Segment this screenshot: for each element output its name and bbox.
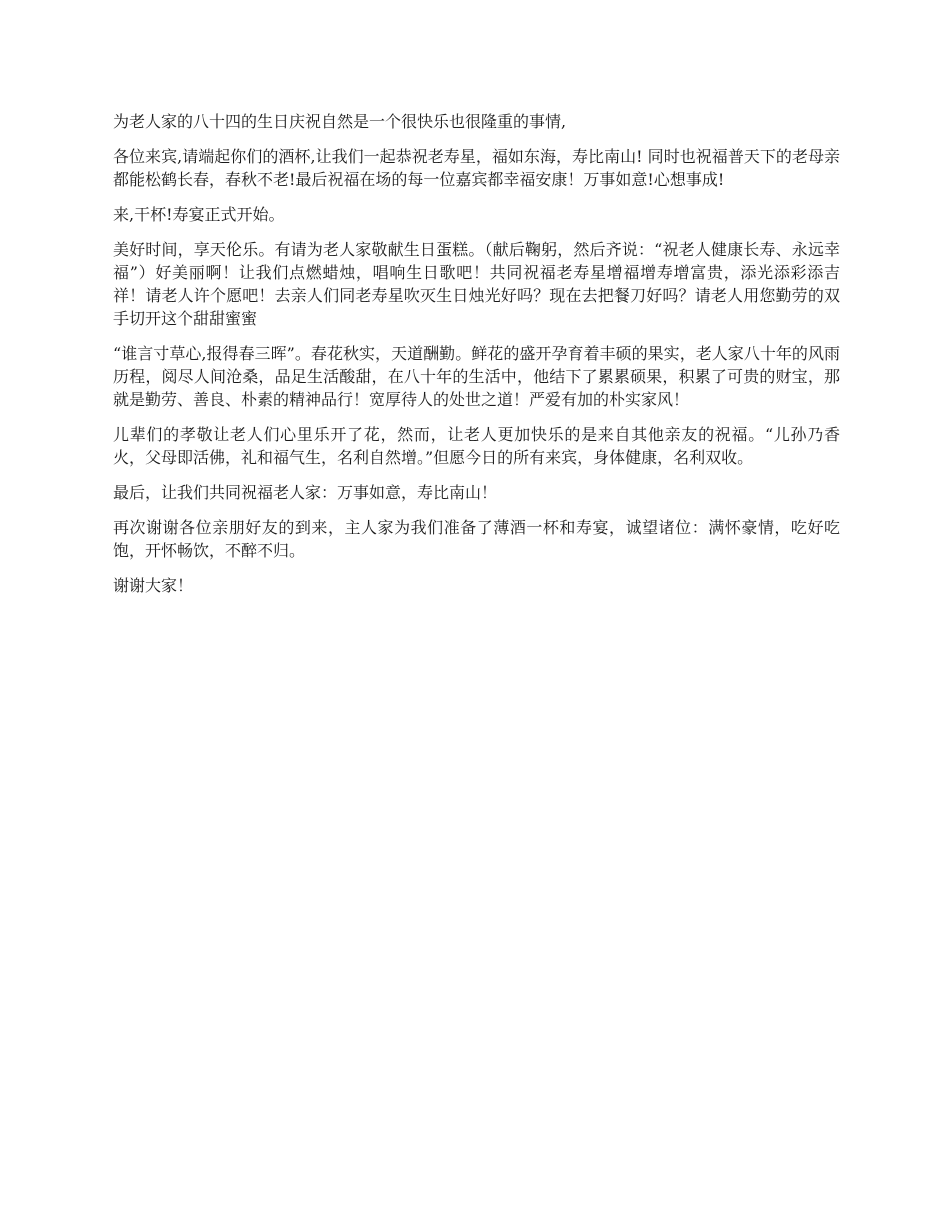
document-page (113, 110, 840, 609)
paragraph-thanks-guests: 再次谢谢各位亲朋好友的到来，主人家为我们准备了薄酒一杯和寿宴，诚望诸位：满怀豪情，吃好吃饱，开怀畅饮，不醉不归。 (113, 518, 840, 560)
paragraph-opening: 为老人家的八十四的生日庆祝自然是一个很快乐也很隆重的事情, (113, 112, 567, 131)
paragraph-family-blessing: 儿辈们的孝敬让老人们心里乐开了花，然而，让老人更加快乐的是来自其他亲友的祝福。“儿孙乃香火，父母即活佛，礼和福气生，名利自然增。”但愿今日的所有来宾，身体健康，名利双收。 (113, 425, 840, 467)
paragraph-closing: 谢谢大家！ (113, 576, 194, 595)
paragraph-cheers: 来,干杯!寿宴正式开始。 (113, 205, 285, 224)
paragraph-tribute: “谁言寸草心,报得春三晖”。春花秋实，天道酬勤。鲜花的盛开孕育着丰硕的果实，老人家八十年的风雨历程，阅尽人间沧桑，品足生活酸甜，在八十年的生活中，他结下了累累硕果，积累了可贵的财宝，那就是勤劳、善良、朴素的精神品行！宽厚待人的处世之道！严爱有加的朴实家风！ (113, 344, 840, 409)
paragraph-cake: 美好时间，享天伦乐。有请为老人家敬献生日蛋糕。（献后鞠躬，然后齐说：“祝老人健康长寿、永远幸福”）好美丽啊！让我们点燃蜡烛，唱响生日歌吧！共同祝福老寿星增福增寿增富贵，添光添彩添吉祥！请老人许个愿吧！去亲人们同老寿星吹灭生日烛光好吗？现在去把餐刀好吗？请老人用您勤劳的双手切开这个甜甜蜜蜜 (113, 240, 840, 328)
paragraph-final-blessing: 最后，让我们共同祝福老人家：万事如意，寿比南山！ (113, 483, 498, 502)
paragraph-toast: 各位来宾,请端起你们的酒杯,让我们一起恭祝老寿星，福如东海，寿比南山! 同时也祝福普天下的老母亲都能松鹤长春，春秋不老!最后祝福在场的每一位嘉宾都幸福安康！万事如意!心想事成! (113, 147, 840, 189)
